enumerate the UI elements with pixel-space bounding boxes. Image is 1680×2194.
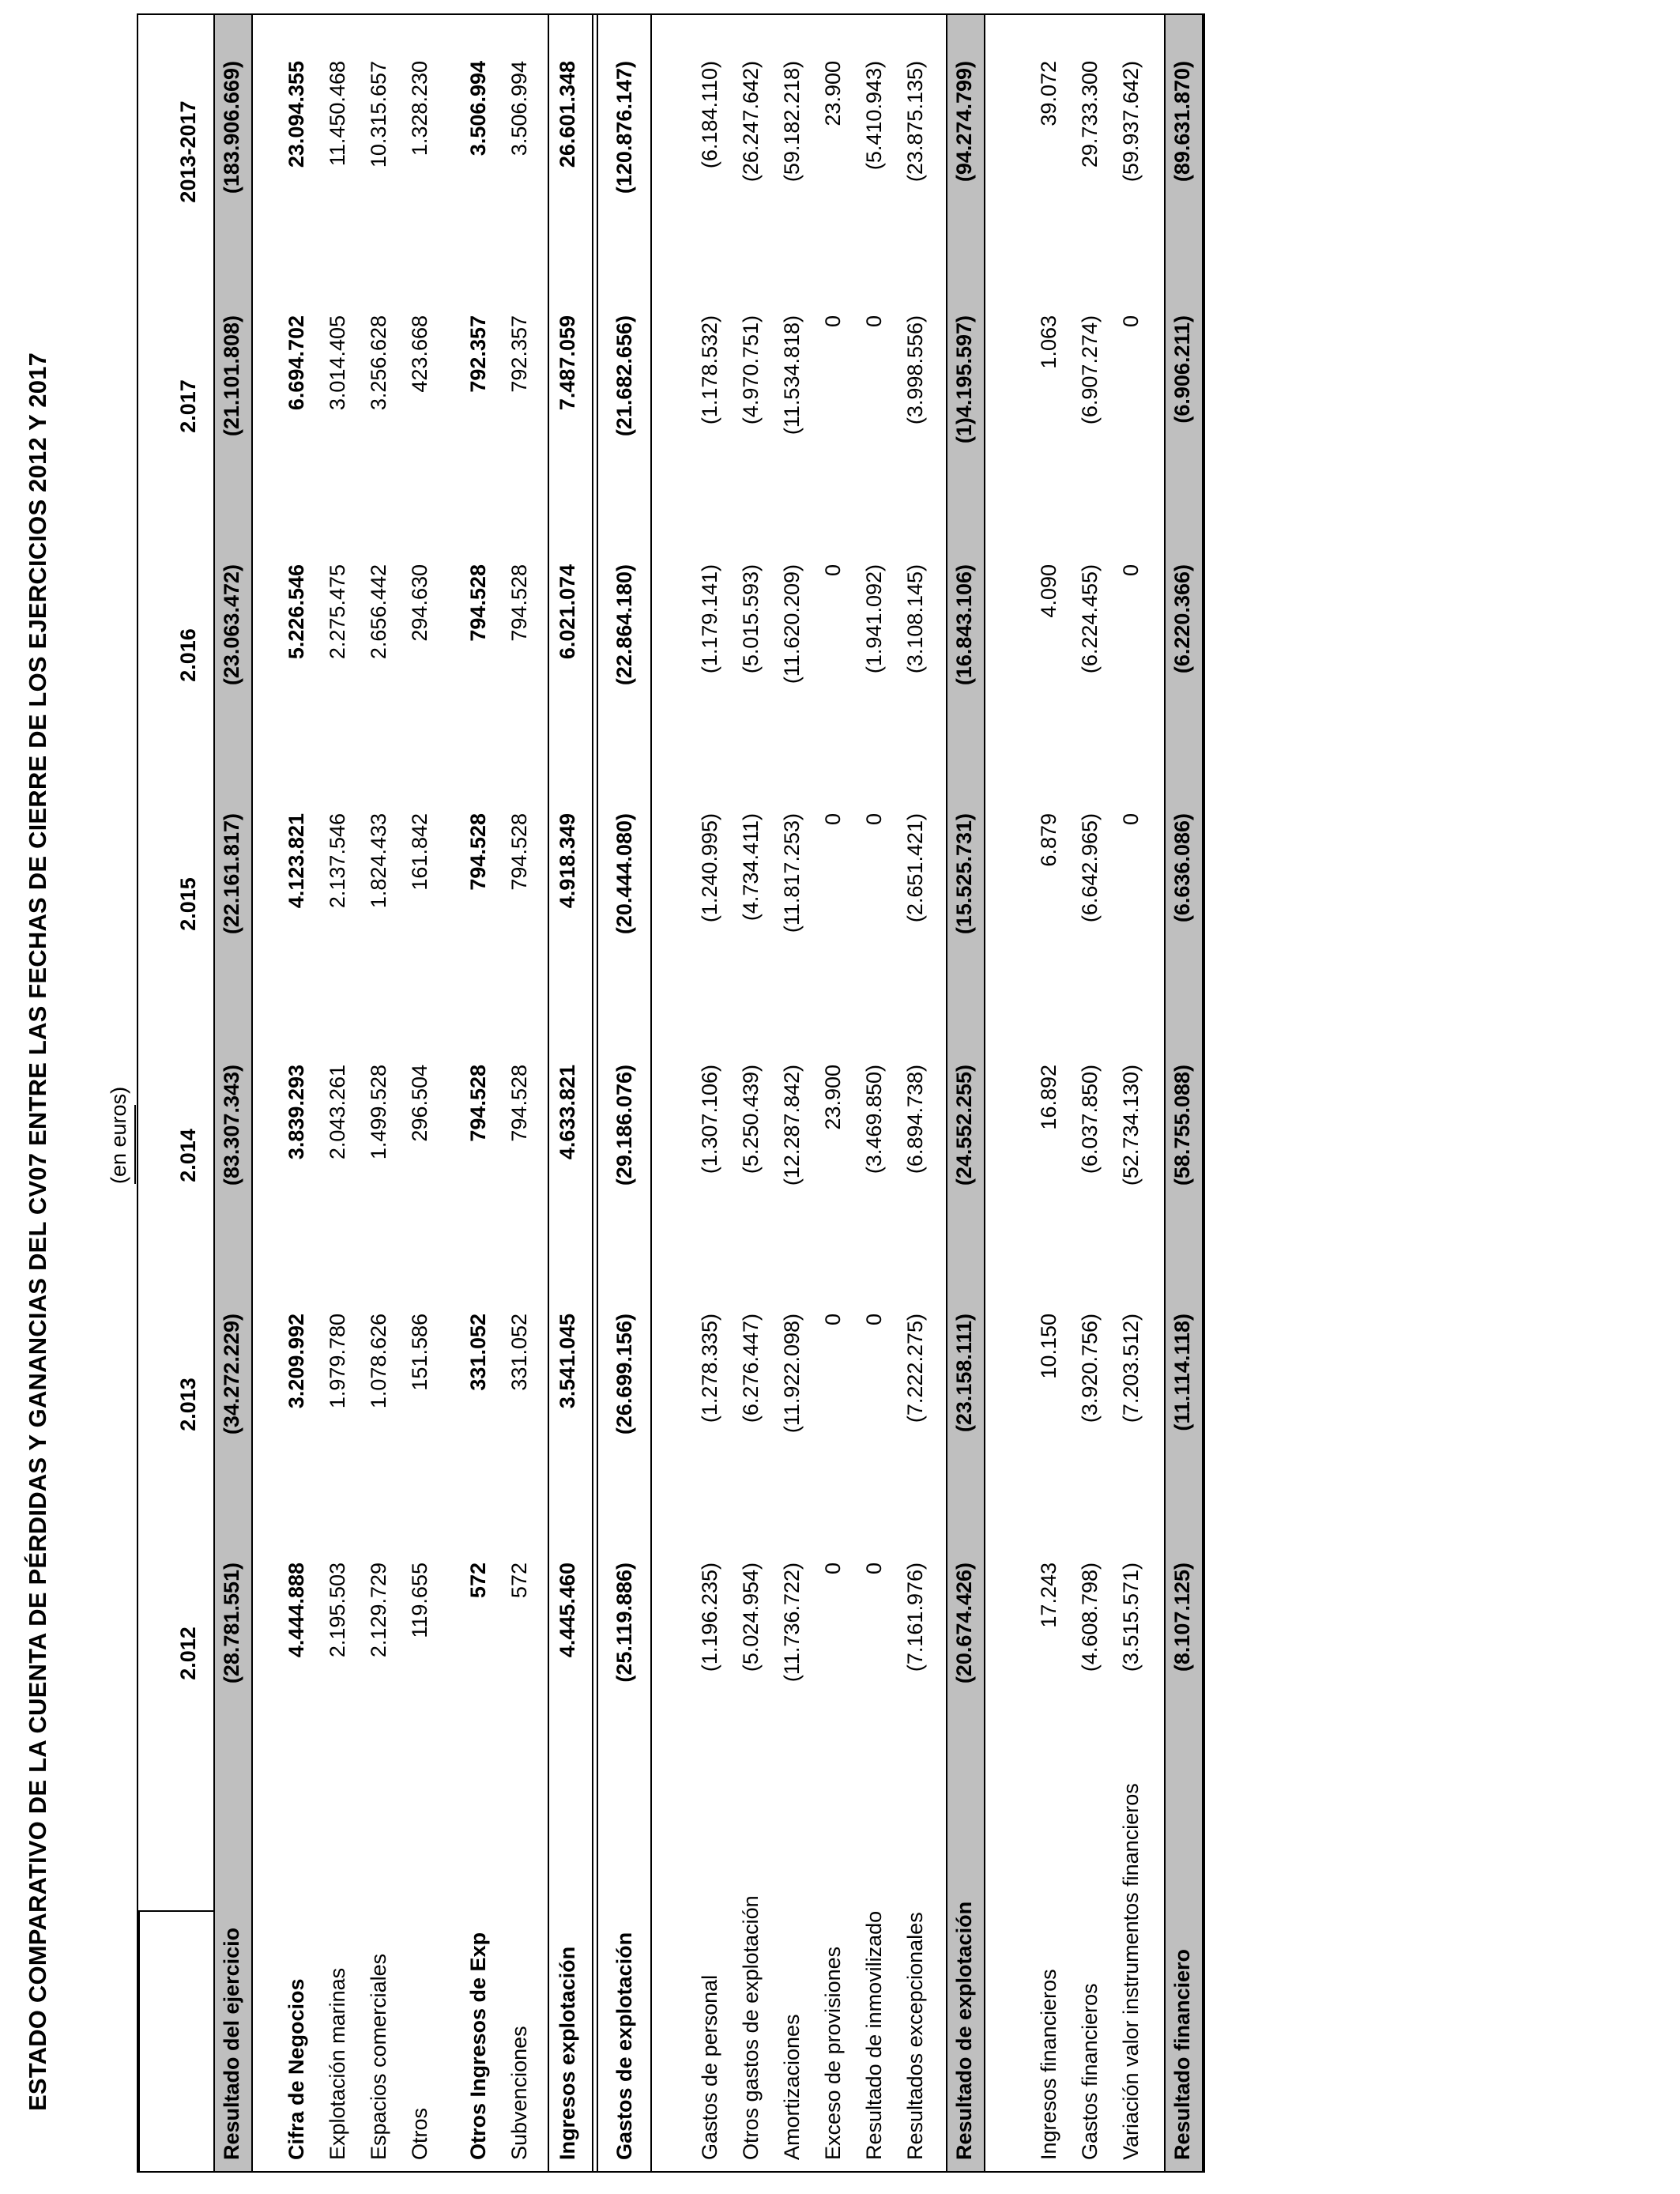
divider-line [597,15,598,2171]
cell-total: 29.733.300 [1078,61,1102,168]
divider-line [548,15,549,2171]
row-label: Otros gastos de explotación [739,1895,763,2160]
cell-2016: (23.063.472) [220,564,243,686]
cell-2016: (1.941.092) [862,564,886,674]
row-label: Gastos de explotación [612,1932,636,2160]
cell-total: (89.631.870) [1170,61,1194,183]
cell-2015: 6.879 [1037,813,1060,867]
cell-2016: 4.090 [1037,564,1060,618]
cell-2017: 3.256.628 [367,315,390,411]
row-label: Otros Ingresos de Exp [466,1932,490,2160]
cell-2013: (11.114.118) [1170,1314,1194,1431]
cell-2015: 161.842 [408,813,431,891]
row-label: Resultado del ejercicio [220,1927,243,2160]
cell-2012: (20.674.426) [952,1563,976,1684]
cell-2015: (2.651.421) [903,813,927,923]
cell-total: (6.184.110) [698,61,721,169]
row-label: Gastos de personal [698,1974,721,2160]
cell-total: (94.274.799) [952,61,976,183]
cell-2015: 4.123.821 [284,813,308,909]
cell-2013: (11.922.098) [780,1314,804,1434]
cell-2013: (6.276.447) [739,1314,763,1423]
cell-2012: (4.608.798) [1078,1563,1102,1672]
cell-2016: 294.630 [408,564,431,642]
cell-2014: (1.307.106) [698,1065,721,1174]
cell-2016: (11.620.209) [780,564,804,684]
row-label: Exceso de provisiones [821,1946,845,2160]
cell-2016: (5.015.593) [739,564,763,674]
cell-2014: (83.307.343) [220,1065,243,1186]
cell-2014: 1.499.528 [367,1065,390,1160]
cell-total: 1.328.230 [408,61,431,156]
cell-2015: (20.444.080) [612,813,636,935]
cell-2017: 0 [1119,315,1143,328]
cell-2016: (6.224.455) [1078,564,1102,674]
cell-2013: (23.158.111) [952,1314,976,1433]
cell-2012: 572 [507,1563,531,1599]
cell-2016: 0 [821,564,845,577]
cell-2013: (7.222.275) [903,1314,927,1423]
cell-2012: (7.161.976) [903,1563,927,1672]
cell-2015: (22.161.817) [220,813,243,935]
cell-2013: 1.979.780 [326,1314,349,1409]
cell-total: (183.906.669) [220,61,243,194]
cell-total: 11.450.468 [326,61,349,167]
row-label: Otros [408,2107,431,2160]
cell-2012: (28.781.551) [220,1563,243,1684]
cell-2015: (6.642.965) [1078,813,1102,923]
cell-2015: (6.636.086) [1170,813,1194,923]
cell-2016: 2.656.442 [367,564,390,660]
cell-2015: 0 [821,813,845,826]
cell-2012: 4.444.888 [284,1563,308,1658]
cell-2013: 1.078.626 [367,1314,390,1409]
cell-2012: 17.243 [1037,1563,1060,1628]
cell-2016: (6.220.366) [1170,564,1194,674]
cell-2016: 2.275.475 [326,564,349,660]
cell-2014: 794.528 [507,1065,531,1142]
cell-2016: 0 [1119,564,1143,577]
col-header-2014: 2.014 [176,1129,200,1182]
cell-2014: (5.250.439) [739,1065,763,1174]
cell-2016: 794.528 [466,564,490,642]
cell-2015: 794.528 [507,813,531,891]
cell-2012: 0 [862,1563,886,1575]
cell-2017: (3.998.556) [903,315,927,425]
cell-2012: 0 [821,1563,845,1575]
row-label: Amortizaciones [780,2014,804,2160]
cell-2014: 16.892 [1037,1065,1060,1130]
cell-2012: 119.655 [408,1563,431,1638]
cell-2015: (4.734.411) [739,813,763,922]
cell-2013: 10.150 [1037,1314,1060,1379]
cell-2015: 1.824.433 [367,813,390,909]
cell-2014: (52.734.130) [1119,1065,1143,1186]
cell-2017: (11.534.818) [780,315,804,435]
units-underline [134,1105,136,1184]
cell-2013: 331.052 [466,1314,490,1391]
cell-2012: 572 [466,1563,490,1599]
cell-2016: (3.108.145) [903,564,927,674]
cell-2015: 4.918.349 [556,813,579,909]
cell-2014: 296.504 [408,1065,431,1142]
cell-2014: (29.186.076) [612,1065,636,1186]
cell-2013: 0 [821,1314,845,1326]
row-label: Variación valor instrumentos financieros [1119,1783,1143,2160]
col-header-2015: 2.015 [176,877,200,931]
row-label: Cifra de Negocios [284,1978,308,2160]
col-header-2013-2017: 2013-2017 [176,100,200,203]
cell-2015: 0 [862,813,886,826]
cell-2014: 2.043.261 [326,1065,349,1160]
cell-2012: (3.515.571) [1119,1563,1143,1672]
cell-2014: 3.839.293 [284,1065,308,1160]
row-label: Espacios comerciales [367,1953,390,2160]
cell-total: (26.247.642) [739,61,763,183]
pl-table [137,13,1205,2173]
row-label: Ingresos financieros [1037,1969,1060,2160]
cell-2017: (6.906.211) [1170,315,1194,424]
cell-2015: 794.528 [466,813,490,891]
row-label: Ingresos explotación [556,1946,579,2160]
table-row-resultado-financiero [1164,15,1203,2171]
cell-2012: (1.196.235) [698,1563,721,1672]
table-row-resultado-ejercicio [213,15,253,2171]
cell-2017: 7.487.059 [556,315,579,411]
cell-2017: 792.357 [466,315,490,393]
cell-2016: (16.843.106) [952,564,976,686]
cell-2017: 0 [821,315,845,328]
table-row-resultado-explotacion [946,15,985,2171]
cell-2017: 3.014.405 [326,315,349,411]
cell-2013: 0 [862,1314,886,1326]
cell-total: 39.072 [1037,61,1060,126]
cell-2015: (11.817.253) [780,813,804,933]
row-label: Subvenciones [507,2026,531,2160]
cell-2014: (6.037.850) [1078,1065,1102,1174]
cell-2012: (11.736.722) [780,1563,804,1683]
col-header-2012: 2.012 [176,1627,200,1680]
cell-2015: (15.525.731) [952,813,976,935]
cell-2013: (26.699.156) [612,1314,636,1435]
units-label: (en euros) [107,1086,130,1184]
cell-total: (120.876.147) [612,61,636,194]
cell-total: 3.506.994 [507,61,531,156]
cell-2014: (58.755.088) [1170,1065,1194,1186]
cell-2013: (34.272.229) [220,1314,243,1435]
cell-2017: (6.907.274) [1078,315,1102,425]
cell-2013: (1.278.335) [698,1314,721,1423]
divider-line [650,15,652,2171]
cell-2012: 2.195.503 [326,1563,349,1658]
cell-2017: 1.063 [1037,315,1060,369]
cell-2012: 4.445.460 [556,1563,579,1658]
cell-2016: (1.179.141) [698,564,721,674]
header-top-mask [138,1912,140,2171]
cell-2017: 6.694.702 [284,315,308,411]
cell-2013: (7.203.512) [1119,1314,1143,1423]
cell-2013: 151.586 [408,1314,431,1391]
cell-total: (59.182.218) [780,61,804,183]
cell-total: 26.601.348 [556,61,579,168]
cell-2014: (6.894.738) [903,1065,927,1174]
cell-2013: (3.920.756) [1078,1314,1102,1423]
cell-2012: (25.119.886) [612,1563,636,1683]
cell-2016: 794.528 [507,564,531,642]
header-left-border [138,1910,213,1912]
cell-2015: 2.137.546 [326,813,349,909]
cell-2013: 3.209.992 [284,1314,308,1409]
cell-total: 23.094.355 [284,61,308,168]
cell-2014: 4.633.821 [556,1065,579,1160]
row-label: Resultado financiero [1170,1948,1194,2160]
cell-2015: 0 [1119,813,1143,826]
cell-2013: 3.541.045 [556,1314,579,1409]
row-label: Resultado de explotación [952,1901,976,2160]
cell-total: 3.506.994 [466,61,490,156]
cell-2012: (5.024.954) [739,1563,763,1672]
row-label: Explotación marinas [326,1967,349,2160]
cell-2017: 792.357 [507,315,531,393]
cell-2014: (3.469.850) [862,1065,886,1174]
row-label: Gastos financieros [1078,1983,1102,2160]
cell-2017: (1.178.532) [698,315,721,425]
row-label: Resultados excepcionales [903,1912,927,2160]
cell-2012: 2.129.729 [367,1563,390,1658]
cell-2014: 794.528 [466,1065,490,1142]
cell-total: 23.900 [821,61,845,126]
cell-2013: 331.052 [507,1314,531,1391]
page-title: ESTADO COMPARATIVO DE LA CUENTA DE PÉRDIDAS Y GANANCIAS DEL CV07 ENTRE LAS FECHAS DE CIERRE DE LOS EJERCICIOS 2012 Y 2017 [24,352,51,2111]
cell-2014: (12.287.842) [780,1065,804,1186]
col-header-2017: 2.017 [176,379,200,433]
col-header-2013: 2.013 [176,1378,200,1431]
col-header-2016: 2.016 [176,628,200,682]
cell-total: (23.875.135) [903,61,927,183]
cell-2017: (1)4.195.597) [952,315,976,444]
cell-2014: 23.900 [821,1065,845,1130]
cell-2017: (21.101.808) [220,315,243,437]
cell-2016: 6.021.074 [556,564,579,660]
cell-2017: 423.668 [408,315,431,393]
cell-2012: (8.107.125) [1170,1563,1194,1672]
cell-2017: 0 [862,315,886,328]
cell-total: (5.410.943) [862,61,886,171]
cell-2016: (22.864.180) [612,564,636,686]
cell-2015: (1.240.995) [698,813,721,923]
cell-2014: (24.552.255) [952,1065,976,1186]
cell-2017: (21.682.656) [612,315,636,437]
cell-total: 10.315.657 [367,61,390,168]
cell-total: (59.937.642) [1119,61,1143,183]
divider-line [592,15,593,2171]
row-label: Resultado de inmovilizado [862,1910,886,2160]
cell-2017: (4.970.751) [739,315,763,425]
cell-2016: 5.226.546 [284,564,308,660]
